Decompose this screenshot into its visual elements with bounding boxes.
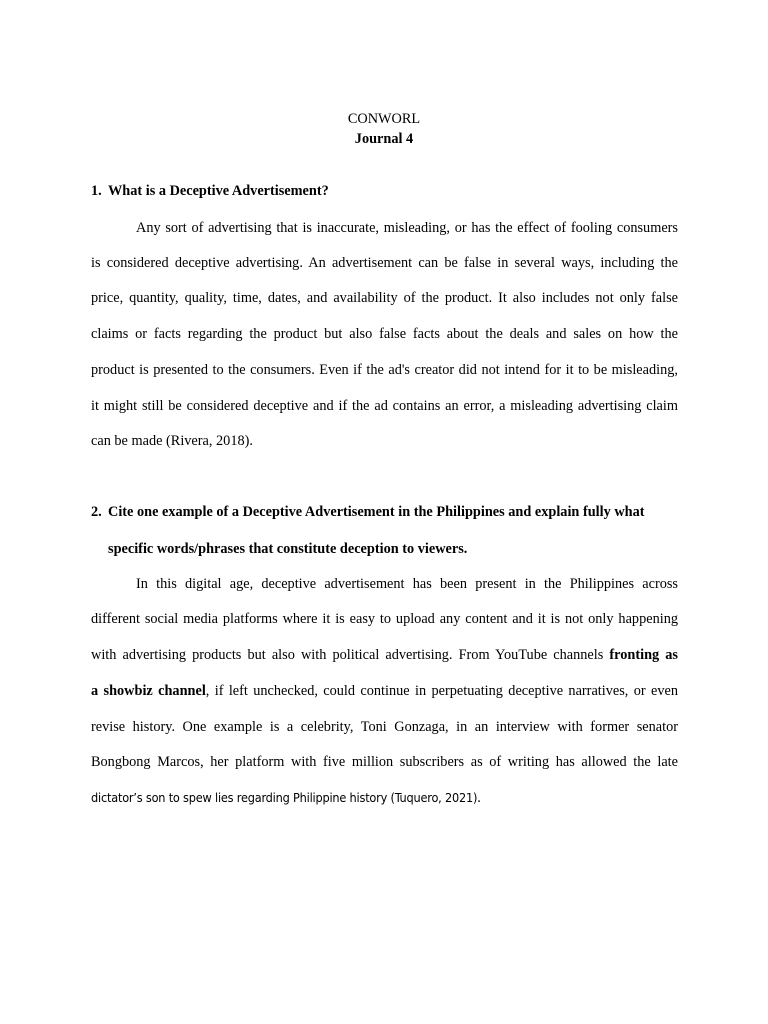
q2-bold-phrase-part-2: a showbiz channel [91,683,206,699]
q1-line-2: is considered deceptive advertising. An advertisement can be false in several ways, including the [91,255,678,271]
q2-line-3-text: with advertising products but also with political advertising. From YouTube channels [91,647,610,663]
q2-line-7 [91,789,481,807]
q1-line-1: Any sort of advertising that is inaccurate, misleading, or has the effect of fooling consumers [136,220,678,236]
q2-line-5: revise history. One example is a celebrity, Toni Gonzaga, in an interview with former senator [91,719,678,735]
question-2-text-line-2: specific words/phrases that constitute deception to viewers. [108,541,468,557]
q1-line-6: it might still be considered deceptive and if the ad contains an error, a misleading advertising claim [91,398,678,414]
q1-line-4: claims or facts regarding the product but also false facts about the deals and sales on how the [91,326,678,342]
q2-line-4 [91,682,678,700]
q2-line-7-period: . [477,790,481,806]
question-2-heading [91,503,645,521]
q2-line-7-text: dictator’s son to spew lies regarding Philippine history (Tuquero, 2021) [91,790,478,805]
question-2-text-line-1: Cite one example of a Deceptive Advertisement in the Philippines and explain fully what [108,504,645,520]
question-1-heading [91,182,329,200]
q2-line-3 [91,646,678,664]
question-2-number: 2. [91,504,102,520]
journal-title: Journal 4 [354,131,414,147]
q2-line-6: Bongbong Marcos, her platform with five million subscribers as of writing has allowed the late [91,754,678,770]
q2-line-1: In this digital age, deceptive advertisement has been present in the Philippines across [136,576,678,592]
course-code: CONWORL [347,111,421,127]
q1-line-7: can be made (Rivera, 2018). [91,433,253,449]
question-1-text: What is a Deceptive Advertisement? [108,183,329,199]
q1-line-3: price, quantity, quality, time, dates, and availability of the product. It also includes not only false [91,290,678,306]
question-1-number: 1. [91,183,102,199]
q1-line-5: product is presented to the consumers. Even if the ad's creator did not intend for it to be misleading, [91,362,678,378]
q2-line-2: different social media platforms where it is easy to upload any content and it is not only happening [91,611,678,627]
q2-bold-phrase-part-1: fronting as [609,647,678,663]
q2-line-4-text: , if left unchecked, could continue in perpetuating deceptive narratives, or even [205,683,678,699]
